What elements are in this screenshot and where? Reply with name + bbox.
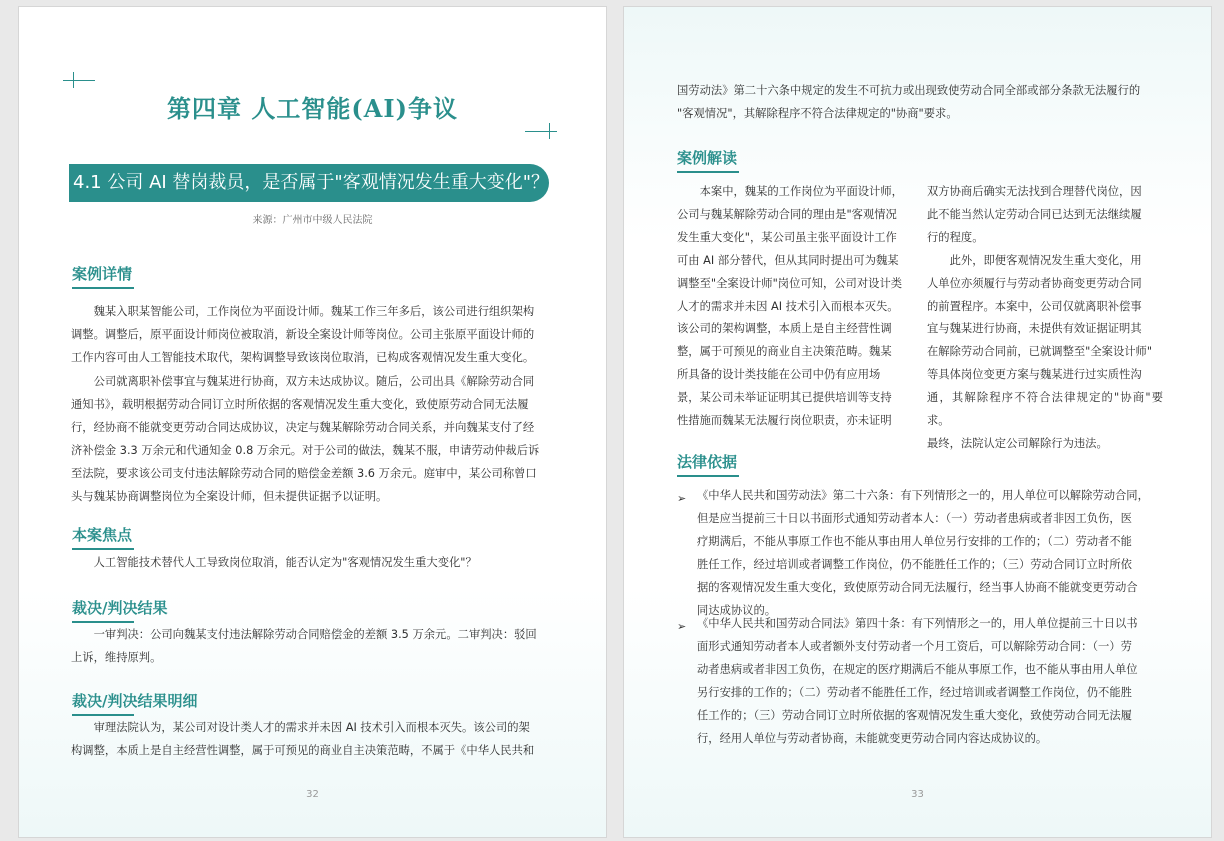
case-detail-paragraph-2: 公司就离职补偿事宜与魏某进行协商，双方未达成协议。随后，公司出具《解除劳动合同 通知书》，载明根据劳动合同订立时所依据的客观情况发生重大变化，致使原劳动合同无法履 行，经协商不能就变更劳动合同达成协议，决定与魏某解除劳动合同关系，并向魏某支付了经 济补偿金 3.3 万余元和代通知金 0.8 万余元。对于公司的做法，魏某不服，申请劳动仲裁后诉 至法院，要求该公司支付违法解除劳动合同的赔偿金差额 3.6 万余元。庭审中，某公司称曾口 头与魏某协商调整岗位为全案设计师，但未提供证据予以证明。 — [71, 375, 540, 503]
ruling-detail-paragraph: 审理法院认为，某公司对设计类人才的需求并未因 AI 技术引入而根本灭失。该公司的架 构调整，本质上是自主经营性调整，属于可预见的商业自主决策范畴，不属于《中华人民共和 — [71, 721, 535, 757]
deco-line — [63, 80, 95, 81]
ruling-detail-heading: 裁决/判决结果明细 — [72, 692, 198, 710]
deco-line — [549, 123, 550, 139]
source-line: 来源：广州市中级人民法院 — [252, 215, 373, 226]
focus-paragraph: 人工智能技术替代人工导致岗位取消，能否认定为"客观情况发生重大变化"？ — [71, 556, 477, 569]
analysis-column-2: 双方协商后确实无法找到合理替代岗位，因 此不能当然认定劳动合同已达到无法继续履 行的程度。 此外，即便客观情况发生重大变化，用 人单位亦须履行与劳动者协商变更劳动合同 的前置程序。本案中，公司仅就离职补偿事 宜与魏某进行协商，未提供有效证据证明其 在解除劳动合同前，已就调整至"全案设计师" 等具体岗位变更方案与魏某进行过实质性沟 通，其解除程序不符合法律规定的"协商"要求。 最终，法院认定公司解除行为违法。 — [927, 185, 1163, 450]
page-right — [623, 6, 1212, 838]
page-number: 32 — [306, 789, 319, 800]
law-item-1: 《中华人民共和国劳动法》第二十六条：有下列情形之一的，用人单位可以解除劳动合同， 但是应当提前三十日以书面形式通知劳动者本人：（一）劳动者患病或者非因工负伤，医 疗期满后，不能从事原工作也不能从事由用人单位另行安排的工作的；（二）劳动者不能 胜任工作，经过培训或者调整工作岗位，仍不能胜任工作的；（三）劳动合同订立时所依 据的客观情况发生重大变化，致使原劳动合同无法履行，经当事人协商不能就变更劳动合 同达成协议的。 — [697, 489, 1149, 617]
focus-heading: 本案焦点 — [72, 526, 133, 544]
continued-paragraph: 国劳动法》第二十六条中规定的发生不可抗力或出现致使劳动合同全部或部分条款无法履行的 "客观情况"，其解除程序不符合法律规定的"协商"要求。 — [677, 84, 1141, 120]
ruling-paragraph: 一审判决：公司向魏某支付违法解除劳动合同赔偿金的差额 3.5 万余元。二审判决：驳回 上诉，维持原判。 — [71, 628, 537, 664]
law-heading: 法律依据 — [677, 453, 738, 471]
ruling-heading: 裁决/判决结果 — [72, 599, 168, 617]
deco-line — [525, 131, 557, 132]
page-number: 33 — [911, 789, 924, 800]
analysis-column-1: 本案中，魏某的工作岗位为平面设计师， 公司与魏某解除劳动合同的理由是"客观情况 发生重大变化"，某公司虽主张平面设计工作 可由 AI 部分替代，但从其同时提出可为魏某 调整至"全案设计师"岗位可知，公司对设计类 人才的需求并未因 AI 技术引入而根本灭失。 该公司的架构调整，本质上是自主经营性调 整，属于可预见的商业自主决策范畴。魏某 所具备的设计类技能在公司中仍有应用场 景，某公司未举证证明其已提供培训等支持 性措施而魏某无法履行岗位职责，亦未证明 — [677, 185, 903, 428]
case-detail-heading: 案例详情 — [72, 265, 133, 283]
analysis-heading: 案例解读 — [677, 149, 738, 167]
chapter-title: 第四章 人工智能(AI)争议 — [167, 94, 458, 123]
bullet-arrow-icon: ➢ — [677, 620, 687, 633]
case-detail-paragraph-1: 魏某入职某智能公司，工作岗位为平面设计师。魏某工作三年多后，该公司进行组织架构 调整。调整后，原平面设计师岗位被取消，新设全案设计师等岗位。公司主张原平面设计师的 工作内容可由人工智能技术取代，架构调整导致该岗位取消，已构成客观情况发生重大变化。 — [71, 305, 535, 364]
page-left — [18, 6, 607, 838]
law-item-2: 《中华人民共和国劳动合同法》第四十条：有下列情形之一的，用人单位提前三十日以书 面形式通知劳动者本人或者额外支付劳动者一个月工资后，可以解除劳动合同：（一）劳 动者患病或者非因工负伤，在规定的医疗期满后不能从事原工作，也不能从事由用人单位 另行安排的工作的；（二）劳动者不能胜任工作，经过培训或者调整工作岗位，仍不能胜 任工作的；（三）劳动合同订立时所依据的客观情况发生重大变化，致使劳动合同无法履 行，经用人单位与劳动者协商，未能就变更劳动合同内容达成协议的。 — [697, 617, 1138, 745]
bullet-arrow-icon: ➢ — [677, 492, 687, 505]
deco-line — [73, 72, 74, 88]
section-title: 4.1 公司 AI 替岗裁员，是否属于"客观情况发生重大变化"？ — [69, 164, 549, 202]
